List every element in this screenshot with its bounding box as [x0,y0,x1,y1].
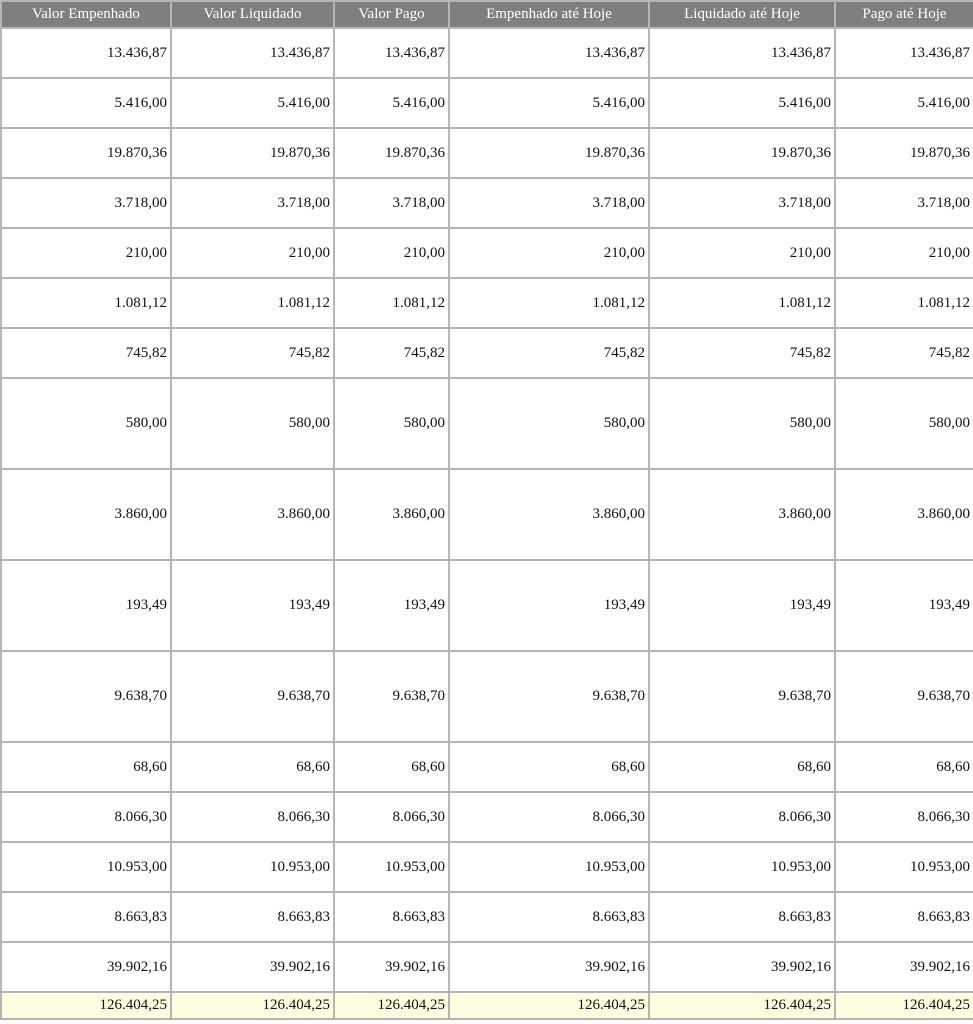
table-cell: 13.436,87 [649,28,835,78]
table-row [1,128,973,178]
table-cell: 9.638,70 [334,651,449,742]
table-cell: 745,82 [449,328,649,378]
table-cell: 68,60 [649,742,835,792]
table-cell: 8.663,83 [334,892,449,942]
table-cell: 8.066,30 [171,792,334,842]
table-cell: 5.416,00 [171,78,334,128]
table-cell: 13.436,87 [171,28,334,78]
table-cell: 9.638,70 [649,651,835,742]
table-cell: 13.436,87 [334,28,449,78]
table-cell: 210,00 [449,228,649,278]
table-cell: 745,82 [171,328,334,378]
table-cell: 193,49 [1,560,171,651]
table-row [1,892,973,942]
table-row [1,469,973,560]
table-cell: 13.436,87 [835,28,973,78]
table-row [1,651,973,742]
table-cell: 8.066,30 [449,792,649,842]
total-cell: 126.404,25 [334,992,449,1019]
table-header-row [1,1,973,28]
table-cell: 580,00 [171,378,334,469]
table-cell: 210,00 [1,228,171,278]
table-cell: 19.870,36 [649,128,835,178]
table-cell: 39.902,16 [1,942,171,992]
table-row [1,792,973,842]
table-cell: 1.081,12 [835,278,973,328]
table-cell: 9.638,70 [449,651,649,742]
table-row [1,328,973,378]
table-cell: 5.416,00 [449,78,649,128]
table-cell: 19.870,36 [171,128,334,178]
table-cell: 8.663,83 [1,892,171,942]
table-cell: 745,82 [835,328,973,378]
table-cell: 3.718,00 [835,178,973,228]
table-cell: 10.953,00 [171,842,334,892]
table-row [1,228,973,278]
table-cell: 1.081,12 [334,278,449,328]
table-cell: 1.081,12 [649,278,835,328]
table-row [1,78,973,128]
table-cell: 8.066,30 [649,792,835,842]
table-cell: 5.416,00 [334,78,449,128]
table-cell: 3.860,00 [649,469,835,560]
table-cell: 580,00 [334,378,449,469]
table-cell: 19.870,36 [1,128,171,178]
table-cell: 5.416,00 [649,78,835,128]
table-row [1,378,973,469]
table-cell: 19.870,36 [835,128,973,178]
table-cell: 3.860,00 [334,469,449,560]
column-header-valor-pago[interactable]: Valor Pago [334,1,449,28]
table-cell: 39.902,16 [171,942,334,992]
column-header-valor-liquidado[interactable]: Valor Liquidado [171,1,334,28]
table-cell: 10.953,00 [1,842,171,892]
total-cell: 126.404,25 [449,992,649,1019]
table-cell: 5.416,00 [835,78,973,128]
table-cell: 3.718,00 [449,178,649,228]
table-row [1,278,973,328]
column-header-pago-ate-hoje[interactable]: Pago até Hoje [835,1,973,28]
table-cell: 68,60 [334,742,449,792]
table-cell: 193,49 [449,560,649,651]
table-cell: 13.436,87 [449,28,649,78]
table-cell: 68,60 [835,742,973,792]
total-cell: 126.404,25 [835,992,973,1019]
table-cell: 210,00 [334,228,449,278]
table-cell: 3.860,00 [171,469,334,560]
table-cell: 8.663,83 [171,892,334,942]
table-cell: 3.718,00 [334,178,449,228]
table-cell: 193,49 [334,560,449,651]
table-cell: 39.902,16 [649,942,835,992]
table-cell: 68,60 [1,742,171,792]
total-cell: 126.404,25 [171,992,334,1019]
table-cell: 5.416,00 [1,78,171,128]
table-cell: 1.081,12 [1,278,171,328]
table-cell: 3.718,00 [171,178,334,228]
table-row [1,942,973,992]
table-cell: 3.718,00 [1,178,171,228]
table-cell: 39.902,16 [334,942,449,992]
total-row [1,992,973,1019]
table-cell: 580,00 [1,378,171,469]
table-row [1,842,973,892]
table-cell: 210,00 [835,228,973,278]
table-cell: 3.718,00 [649,178,835,228]
table-cell: 745,82 [334,328,449,378]
table-cell: 580,00 [449,378,649,469]
column-header-liquidado-ate-hoje[interactable]: Liquidado até Hoje [649,1,835,28]
table-row [1,178,973,228]
table-cell: 210,00 [171,228,334,278]
table-cell: 210,00 [649,228,835,278]
table-cell: 3.860,00 [449,469,649,560]
column-header-empenhado-ate-hoje[interactable]: Empenhado até Hoje [449,1,649,28]
table-cell: 8.663,83 [649,892,835,942]
table-cell: 8.066,30 [1,792,171,842]
table-cell: 580,00 [649,378,835,469]
table-cell: 68,60 [449,742,649,792]
table-cell: 19.870,36 [449,128,649,178]
table-cell: 193,49 [649,560,835,651]
table-row [1,560,973,651]
table-cell: 8.663,83 [449,892,649,942]
table-cell: 8.066,30 [835,792,973,842]
table-cell: 1.081,12 [171,278,334,328]
table-cell: 193,49 [835,560,973,651]
table-row [1,28,973,78]
table-cell: 8.066,30 [334,792,449,842]
table-cell: 3.860,00 [1,469,171,560]
table-cell: 13.436,87 [1,28,171,78]
table-cell: 39.902,16 [449,942,649,992]
table-cell: 745,82 [649,328,835,378]
total-cell: 126.404,25 [649,992,835,1019]
table-cell: 10.953,00 [649,842,835,892]
table-cell: 745,82 [1,328,171,378]
table-cell: 193,49 [171,560,334,651]
table-row [1,742,973,792]
table-cell: 10.953,00 [835,842,973,892]
total-cell: 126.404,25 [1,992,171,1019]
table-cell: 9.638,70 [1,651,171,742]
table-cell: 9.638,70 [835,651,973,742]
table-cell: 3.860,00 [835,469,973,560]
table-cell: 8.663,83 [835,892,973,942]
table-cell: 68,60 [171,742,334,792]
table-cell: 10.953,00 [334,842,449,892]
table-cell: 39.902,16 [835,942,973,992]
table-cell: 19.870,36 [334,128,449,178]
table-cell: 9.638,70 [171,651,334,742]
table-cell: 1.081,12 [449,278,649,328]
table-cell: 10.953,00 [449,842,649,892]
column-header-valor-empenhado[interactable]: Valor Empenhado [1,1,171,28]
table-cell: 580,00 [835,378,973,469]
